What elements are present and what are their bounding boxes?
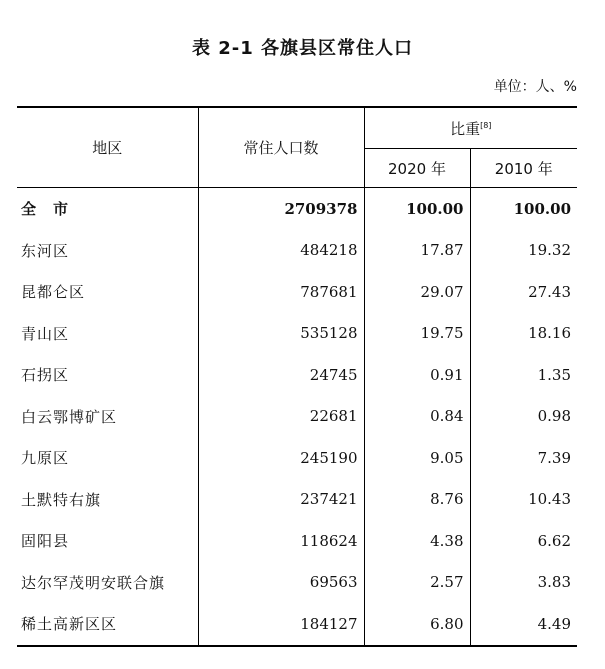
region-cell: 固阳县 (21, 532, 70, 551)
table-row (17, 396, 577, 438)
population-cell: 484218 (198, 230, 364, 272)
header-region: 地区 (17, 107, 198, 188)
header-year-2020: 2020 年 (364, 149, 470, 188)
population-cell: 118624 (198, 520, 364, 562)
ratio-2010-cell: 19.32 (470, 230, 577, 272)
ratio-2010-cell: 6.62 (470, 520, 577, 562)
region-cell: 石拐区 (21, 366, 70, 385)
population-cell: 184127 (198, 603, 364, 646)
table-row (17, 188, 577, 230)
ratio-2010-cell: 100.00 (470, 188, 577, 230)
population-cell: 69563 (198, 562, 364, 604)
ratio-2020-cell: 4.38 (364, 520, 470, 562)
ratio-2020-cell: 29.07 (364, 271, 470, 313)
population-cell: 535128 (198, 313, 364, 355)
table-row (17, 313, 577, 355)
ratio-2010-cell: 27.43 (470, 271, 577, 313)
table-row (17, 520, 577, 562)
ratio-2010-cell: 18.16 (470, 313, 577, 355)
population-cell: 787681 (198, 271, 364, 313)
table-row (17, 354, 577, 396)
ratio-2010-cell: 7.39 (470, 437, 577, 479)
table-row (17, 479, 577, 521)
population-cell: 22681 (198, 396, 364, 438)
ratio-2020-cell: 9.05 (364, 437, 470, 479)
population-cell: 245190 (198, 437, 364, 479)
region-cell: 稀土高新区区 (17, 603, 198, 646)
region-cell: 土默特右旗 (21, 490, 102, 509)
ratio-2020-cell: 8.76 (364, 479, 470, 521)
region-cell: 青山区 (21, 324, 70, 343)
ratio-2010-cell: 3.83 (470, 562, 577, 604)
population-table (17, 106, 577, 647)
ratio-2010-cell: 1.35 (470, 354, 577, 396)
population-cell: 24745 (198, 354, 364, 396)
table-row (17, 230, 577, 272)
ratio-2010-cell: 4.49 (470, 603, 577, 646)
header-ratio (364, 107, 577, 149)
region-cell: 白云鄂博矿区 (21, 407, 118, 426)
region-cell: 达尔罕茂明安联合旗 (21, 573, 166, 592)
ratio-2020-cell: 19.75 (364, 313, 470, 355)
region-cell: 昆都仑区 (21, 283, 86, 302)
ratio-2010-cell: 0.98 (470, 396, 577, 438)
region-cell: 九原区 (21, 449, 70, 468)
ratio-2020-cell: 0.84 (364, 396, 470, 438)
region-cell: 全 市 (21, 200, 70, 219)
ratio-2010-cell: 10.43 (470, 479, 577, 521)
ratio-2020-cell: 6.80 (364, 603, 470, 646)
table-title: 表 2-1 各旗县区常住人口 (191, 38, 414, 59)
table-row (17, 562, 577, 604)
population-cell: 237421 (198, 479, 364, 521)
table-row (17, 437, 577, 479)
ratio-2020-cell: 17.87 (364, 230, 470, 272)
ratio-2020-cell: 2.57 (364, 562, 470, 604)
population-cell: 2709378 (198, 188, 364, 230)
header-year-2010: 2010 年 (470, 149, 577, 188)
header-ratio-note: [8] (480, 120, 492, 130)
region-cell: 东河区 (21, 241, 70, 260)
ratio-2020-cell: 0.91 (364, 354, 470, 396)
ratio-2020-cell: 100.00 (364, 188, 470, 230)
header-population: 常住人口数 (198, 107, 364, 188)
unit-label: 单位：人、% (493, 79, 577, 95)
header-ratio-label: 比重 (450, 119, 481, 138)
table-row (17, 271, 577, 313)
table-row (17, 603, 577, 646)
